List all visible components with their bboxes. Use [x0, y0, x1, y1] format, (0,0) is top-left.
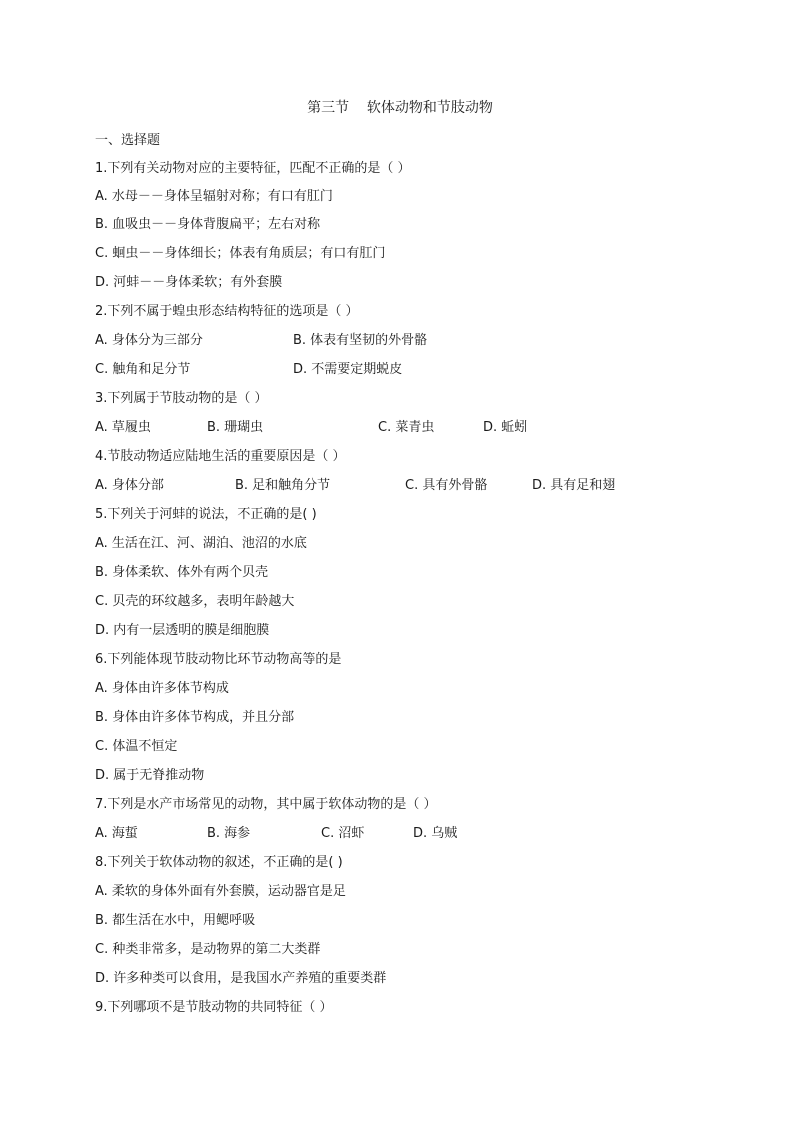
answer-option: B. 体表有坚韧的外骨骼: [293, 333, 428, 348]
answer-option: B. 足和触角分节: [235, 478, 331, 493]
answer-option-row: [95, 419, 695, 437]
answer-option: D. 蚯蚓: [483, 420, 528, 435]
answer-option: B. 都生活在水中，用鳃呼吸: [95, 913, 256, 928]
answer-option-row: [95, 825, 695, 843]
answer-option: B. 珊瑚虫: [207, 420, 264, 435]
question-stem: 7.下列是水产市场常见的动物，其中属于软体动物的是（ ）: [95, 797, 437, 812]
answer-option: C. 具有外骨骼: [405, 478, 488, 493]
answer-option: A. 水母－－身体呈辐射对称；有口有肛门: [95, 189, 333, 204]
answer-option: D. 河蚌－－身体柔软；有外套膜: [95, 275, 283, 290]
answer-option: C. 贝壳的环纹越多，表明年龄越大: [95, 594, 295, 609]
answer-option: C. 触角和足分节: [95, 362, 191, 377]
answer-option-row: [95, 332, 695, 350]
answer-option: A. 身体分部: [95, 478, 164, 493]
answer-option: A. 身体由许多体节构成: [95, 681, 229, 696]
question-stem: 6.下列能体现节肢动物比环节动物高等的是: [95, 652, 342, 667]
answer-option-row: [95, 361, 695, 379]
answer-option: C. 蛔虫－－身体细长；体表有角质层；有口有肛门: [95, 246, 386, 261]
question-stem: 3.下列属于节肢动物的是（ ）: [95, 391, 268, 406]
answer-option: A. 身体分为三部分: [95, 333, 203, 348]
answer-option: C. 种类非常多，是动物界的第二大类群: [95, 942, 321, 957]
question-stem: 4.节肢动物适应陆地生活的重要原因是（ ）: [95, 449, 346, 464]
question-stem: 1.下列有关动物对应的主要特征，匹配不正确的是（ ）: [95, 161, 411, 176]
question-stem: 5.下列关于河蚌的说法，不正确的是( ): [95, 507, 317, 522]
answer-option: B. 身体由许多体节构成，并且分部: [95, 710, 295, 725]
answer-option: A. 生活在江、河、湖泊、池沼的水底: [95, 536, 307, 551]
answer-option: B. 身体柔软、体外有两个贝壳: [95, 565, 269, 580]
answer-option: C. 体温不恒定: [95, 739, 178, 754]
answer-option: A. 柔软的身体外面有外套膜，运动器官是足: [95, 884, 346, 899]
answer-option-row: [95, 477, 735, 495]
answer-option: B. 血吸虫－－身体背腹扁平；左右对称: [95, 217, 321, 232]
answer-option: C. 沼虾: [321, 826, 365, 841]
answer-option: C. 菜青虫: [378, 420, 435, 435]
answer-option: D. 许多种类可以食用，是我国水产养殖的重要类群: [95, 971, 387, 986]
question-stem: 8.下列关于软体动物的叙述，不正确的是( ): [95, 855, 343, 870]
answer-option: D. 内有一层透明的膜是细胞膜: [95, 623, 270, 638]
answer-option: D. 乌贼: [413, 826, 458, 841]
question-stem: 2.下列不属于蝗虫形态结构特征的选项是（ ）: [95, 304, 359, 319]
answer-option: D. 属于无脊推动物: [95, 768, 205, 783]
answer-option: D. 不需要定期蜕皮: [293, 362, 403, 377]
answer-option: A. 海蜇: [95, 826, 138, 841]
answer-option: D. 具有足和翅: [532, 478, 616, 493]
answer-option: A. 草履虫: [95, 420, 151, 435]
page-title: 第三节 软体动物和节肢动物: [307, 100, 493, 116]
answer-option: B. 海参: [207, 826, 251, 841]
question-stem: 9.下列哪项不是节肢动物的共同特征（ ）: [95, 1000, 333, 1015]
section-heading: 一、选择题: [95, 133, 161, 148]
